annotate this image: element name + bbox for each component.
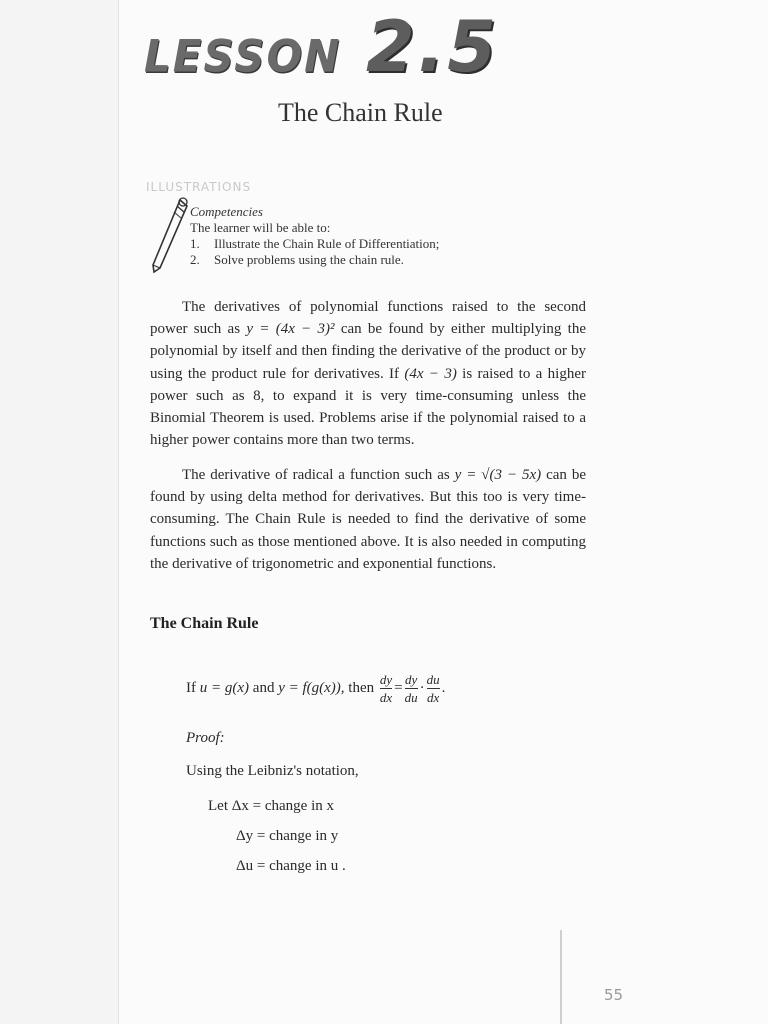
delta-line: Let Δx = change in x (208, 798, 334, 814)
fraction-dy-dx (380, 672, 392, 705)
math-expression: (4x − 3) (404, 365, 457, 382)
paragraph-text: can be found by using delta method for derivatives. But this too is very time-consuming. The Chain Rule is needed to find the derivative of some functions such as those mentioned above. It is also needed in computing the derivative of trigonometric and exponential functions. (150, 467, 586, 572)
paragraph-text: can be found by either multiplying the polynomial by itself and then finding the derivative of the product or by using the product rule for derivatives. If (150, 321, 586, 382)
leibniz-intro: Using the Leibniz's notation, (186, 763, 359, 779)
lesson-number: 2.5 (366, 6, 500, 88)
multiply-dot: · (419, 680, 425, 696)
competency-number: 1. (190, 236, 200, 251)
competencies-box (190, 204, 439, 268)
textbook-page (120, 0, 768, 1024)
competency-number: 2. (190, 252, 200, 267)
page-number: 55 (604, 986, 624, 1004)
paragraph-text: The derivative of radical a function such as (182, 467, 455, 483)
faded-heading: ILLUSTRATIONS (146, 180, 252, 194)
rule-and: and (252, 680, 275, 696)
competencies-intro: The learner will be able to: (190, 220, 331, 235)
period: . (441, 680, 446, 696)
chain-rule-formula (186, 672, 445, 705)
fraction-denominator: du (404, 690, 418, 705)
delta-line: Δu = change in u . (236, 858, 346, 874)
chapter-title: The Chain Rule (278, 98, 443, 127)
math-expression: u = g(x) (199, 680, 250, 696)
paragraph-polynomial (150, 296, 586, 451)
fraction-denominator: dx (379, 690, 393, 705)
pencil-icon (150, 192, 190, 276)
fraction-numerator: du (426, 672, 440, 687)
proof-label: Proof: (186, 730, 225, 746)
paragraph-radical (150, 464, 586, 575)
fraction-numerator: dy (404, 672, 418, 687)
competency-text: Solve problems using the chain rule. (214, 252, 404, 267)
delta-line: Δy = change in y (236, 828, 339, 844)
paragraph-text: is raised to a higher power such as 8, to expand it is very time-consuming unless the Binomial Theorem is used. Problems arise if the polynomial raised to a higher power contains more than two terms. (150, 365, 587, 449)
page-fold-line (560, 930, 562, 1024)
competency-item (190, 252, 439, 268)
fraction-numerator: dy (379, 672, 393, 687)
fraction-denominator: dx (426, 690, 440, 705)
fraction-du-dx (427, 672, 440, 705)
competency-item (190, 236, 439, 252)
rule-then: then (348, 680, 375, 696)
section-heading: The Chain Rule (150, 615, 259, 632)
math-expression: y = f(g(x)), (278, 680, 345, 696)
page-gutter (0, 0, 119, 1024)
rule-prefix: If (186, 680, 196, 696)
fraction-dy-du (405, 672, 418, 705)
math-expression: y = (4x − 3)² (246, 321, 335, 338)
competencies-title: Competencies (190, 204, 263, 219)
lesson-word: LESSON (144, 30, 342, 83)
equals-sign: = (394, 680, 403, 696)
math-expression: y = √(3 − 5x) (454, 467, 542, 483)
competency-text: Illustrate the Chain Rule of Differentiation; (214, 236, 440, 251)
paragraph-text: The derivatives of polynomial functions raised to the second power such as (150, 299, 586, 338)
